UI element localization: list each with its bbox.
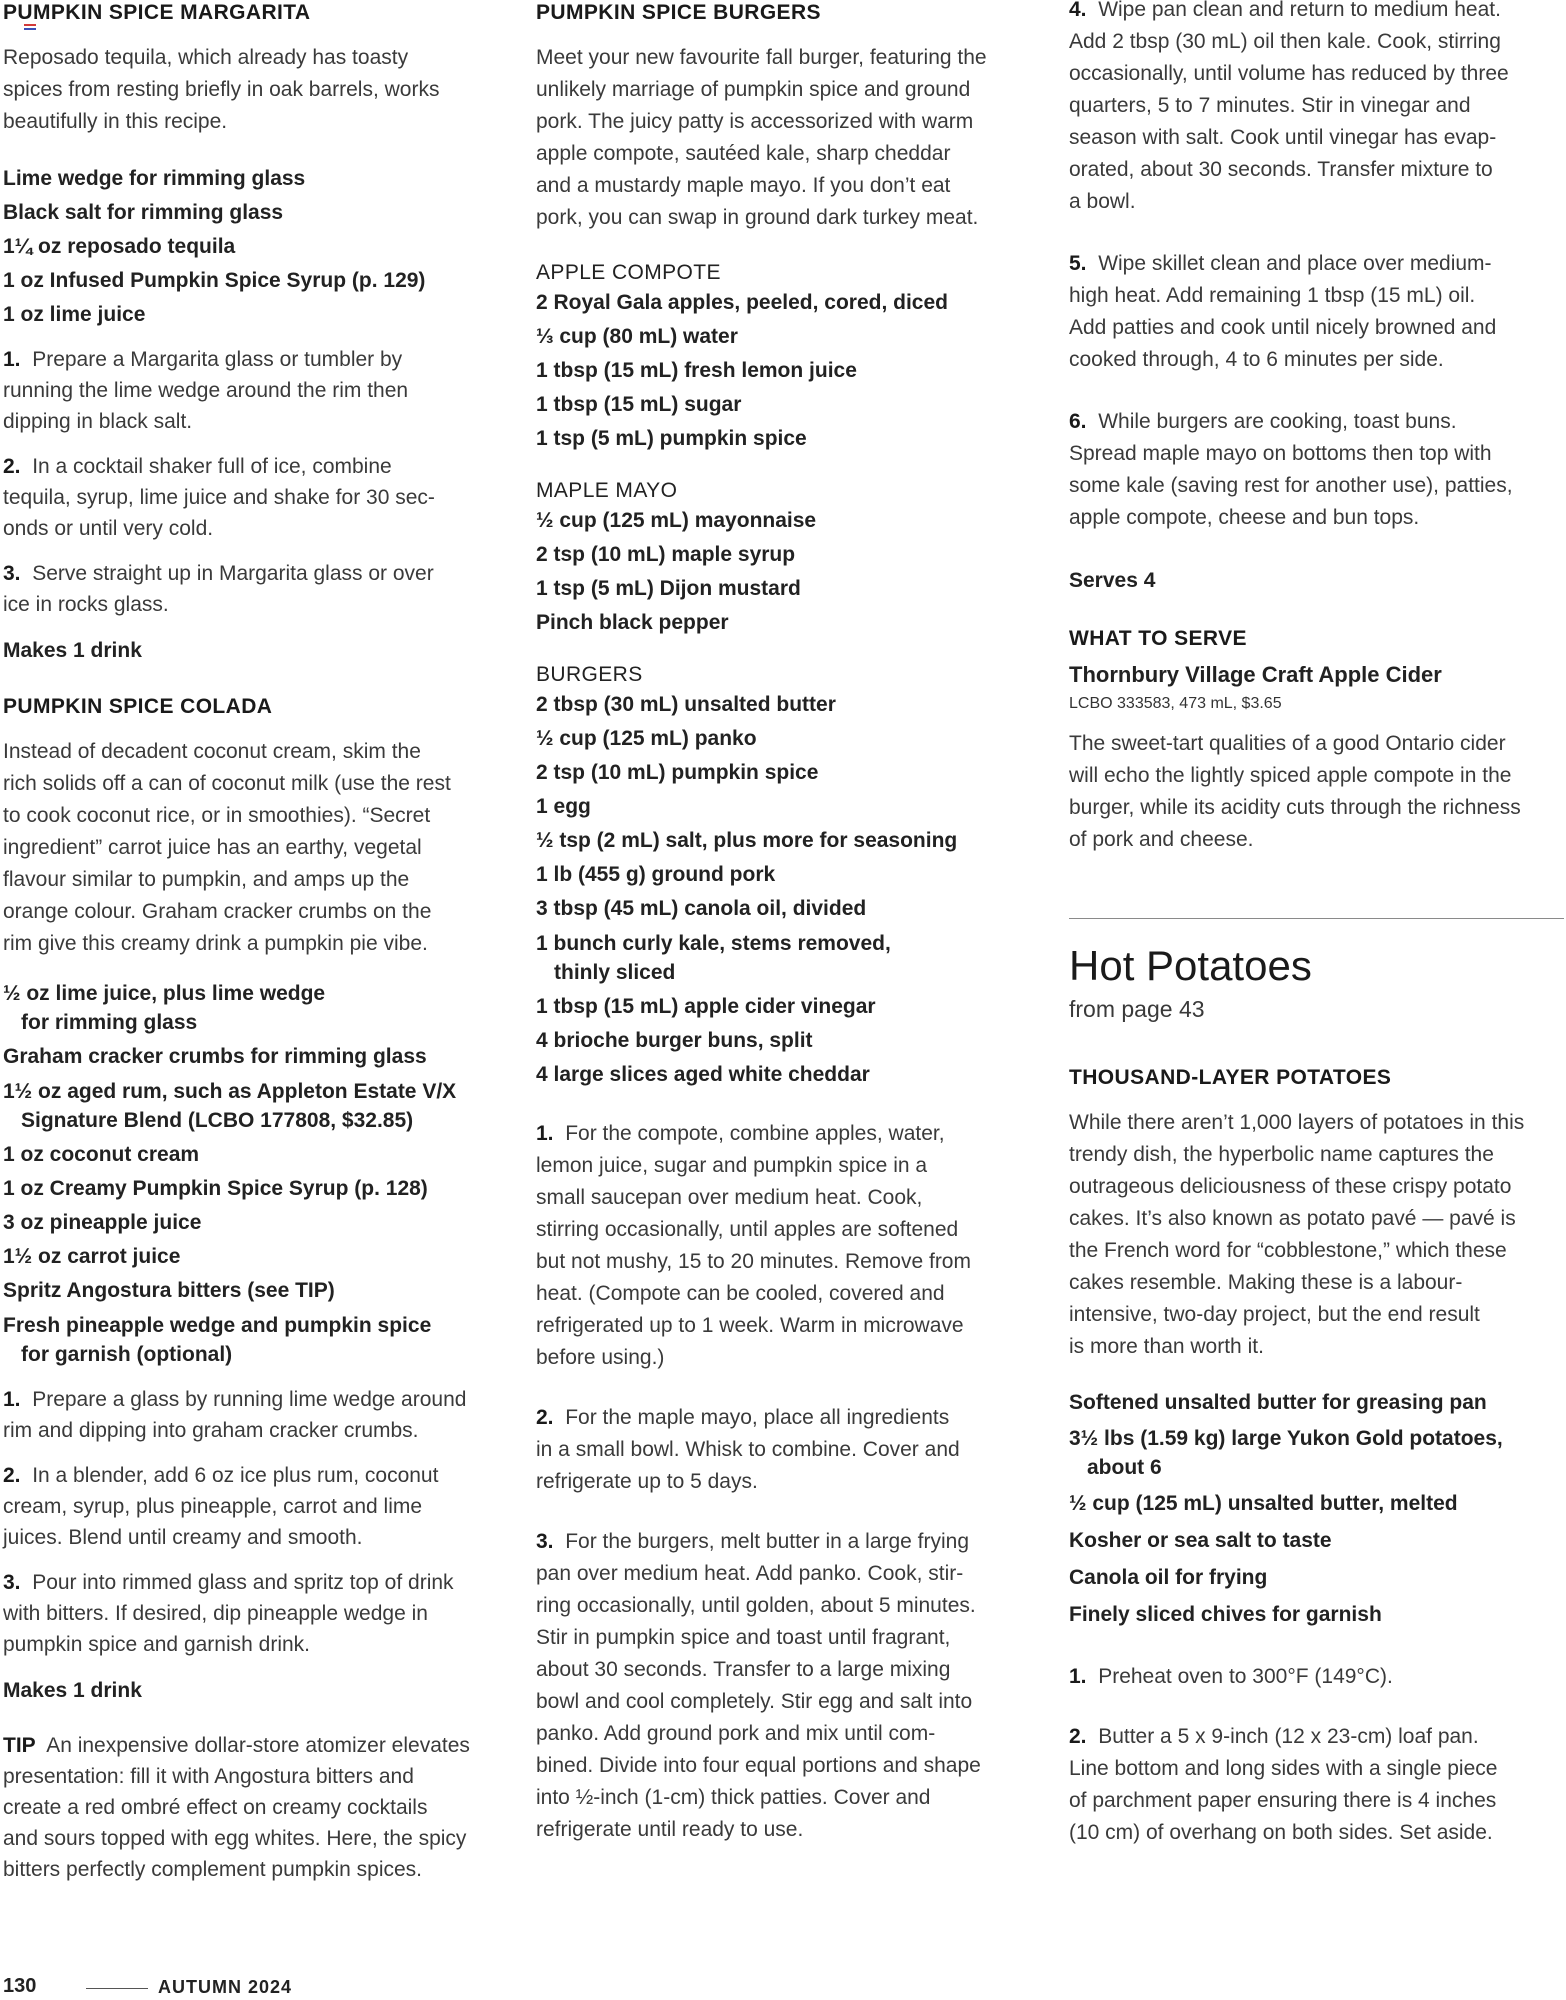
ingredient-list [3,979,493,1369]
step: 4. Wipe pan clean and return to medium heat. Add 2 tbsp (30 mL) oil then kale. Cook, stirring occasionally, until volume has reduced by three quarters, 5 to 7 minutes. Stir in vinegar and season with salt. Cook until vinegar has evap- orated, about 30 seconds. Transfer mixture to a bowl. [1069,0,1509,213]
ingredient: 1 tsp (5 mL) Dijon mustard [536,577,801,600]
column-middle [536,0,1036,1846]
ingredient: 1 tbsp (15 mL) apple cider vinegar [536,995,876,1018]
ingredient: 1 tbsp (15 mL) fresh lemon juice [536,359,857,382]
ingredient: 1½ oz carrot juice [3,1245,181,1268]
ingredient-list [536,504,1036,640]
ingredient: 1 egg [536,795,591,818]
recipe-yield: Makes 1 drink [3,1679,142,1702]
ingredient: Finely sliced chives for garnish [1069,1603,1382,1626]
page-number: 130 [3,1975,37,1997]
step-list [3,344,493,620]
ingredient: Pinch black pepper [536,611,729,634]
step-list [536,1118,1036,1846]
step: 2. Butter a 5 x 9-inch (12 x 23-cm) loaf pan. Line bottom and long sides with a single piece of parchment paper ensuring there is 4 inches (10 cm) of overhang on both sides. Set aside. [1069,1725,1498,1844]
section-subtitle: from page 43 [1069,996,1205,1022]
ingredient-list [536,688,1036,1092]
ingredient: ½ tsp (2 mL) salt, plus more for seasoning [536,829,958,852]
serve-info: LCBO 333583, 473 mL, $3.65 [1069,695,1282,712]
step: 1. Prepare a glass by running lime wedge around rim and dipping into graham cracker crumbs. [3,1388,467,1442]
step: 3. For the burgers, melt butter in a large frying pan over medium heat. Add panko. Cook, stir- ring occasionally, until golden, about 5 minutes. Stir in pumpkin spice and toast until fragrant, about 30 seconds. Transfer to a large mixing bowl and cool completely. Stir egg and salt into panko. Add ground pork and mix until com- bined. Divide into four equal portions and shape into ½-inch (1-cm) thick patties. Cover and refrigerate until ready to use. [536,1530,981,1841]
step: 1. Prepare a Margarita glass or tumbler by running the lime wedge around the rim then dipping in black salt. [3,348,409,433]
issue-label: AUTUMN 2024 [158,1977,293,1997]
step: 2. For the maple mayo, place all ingredients in a small bowl. Whisk to combine. Cover and refrigerate up to 5 days. [536,1406,960,1493]
ingredient: ½ cup (125 mL) mayonnaise [536,509,817,532]
recipe-heading: PUMPKIN SPICE MARGARITA [3,1,311,24]
ingredient: ½ oz lime juice, plus lime wedge for rimming glass [3,982,326,1034]
subsection-heading: BURGERS [536,663,643,686]
step: 2. In a cocktail shaker full of ice, combine tequila, syrup, lime juice and shake for 30 sec- onds or until very cold. [3,455,435,540]
step: 6. While burgers are cooking, toast buns. Spread maple mayo on bottoms then top with some kale (saving rest for another use), patties, apple compote, cheese and bun tops. [1069,410,1513,529]
ingredient: 1 tbsp (15 mL) sugar [536,393,742,416]
ingredient: Spritz Angostura bitters (see TIP) [3,1279,335,1302]
serve-description: The sweet-tart qualities of a good Ontario cider will echo the lightly spiced apple compote in the burger, while its acidity cuts through the richness of pork and cheese. [1069,732,1521,851]
ingredient: 1 oz lime juice [3,303,146,326]
ingredient: 2 tbsp (30 mL) unsalted butter [536,693,836,716]
step: 1. For the compote, combine apples, water, lemon juice, sugar and pumpkin spice in a small saucepan over medium heat. Cook, stirring occasionally, until apples are softened but not mushy, 15 to 20 minutes. Remove from heat. (Compote can be cooled, covered and refrigerated up to 1 week. Warm in microwave before using.) [536,1122,971,1369]
ingredient-list [3,162,493,332]
recipe-heading: PUMPKIN SPICE BURGERS [536,1,821,24]
section-title: Hot Potatoes [1069,942,1312,989]
tip-block: TIP An inexpensive dollar-store atomizer elevates presentation: fill it with Angostura bitters and create a red ombré effect on creamy cocktails and sours topped with egg whites. Here, the spicy bitters perfectly complement pumpkin spices. [3,1734,470,1881]
recipe-yield: Serves 4 [1069,569,1156,592]
ingredient: 2 tsp (10 mL) maple syrup [536,543,796,566]
ingredient: ⅓ cup (80 mL) water [536,325,738,348]
ingredient: 3½ lbs (1.59 kg) large Yukon Gold potatoes, about 6 [1069,1427,1503,1479]
tip-label: TIP [3,1734,36,1757]
step: 5. Wipe skillet clean and place over medium- high heat. Add remaining 1 tbsp (15 mL) oil. Add patties and cook until nicely browned and cooked through, 4 to 6 minutes per side. [1069,252,1497,371]
recipe-intro: Meet your new favourite fall burger, featuring the unlikely marriage of pumpkin spice and ground pork. The juicy patty is accessorized with warm apple compote, sautéed kale, sharp cheddar and a mustardy maple mayo. If you don’t eat pork, you can swap in ground dark turkey meat. [536,46,987,229]
ingredient: Kosher or sea salt to taste [1069,1529,1332,1552]
ingredient: Canola oil for frying [1069,1566,1268,1589]
ingredient: Black salt for rimming glass [3,201,284,224]
ingredient: 1¼ oz reposado tequila [3,235,236,258]
recipe-yield: Makes 1 drink [3,639,142,662]
ingredient: 2 Royal Gala apples, peeled, cored, diced [536,291,948,314]
step: 3. Serve straight up in Margarita glass or over ice in rocks glass. [3,562,434,616]
footer-divider [86,1988,148,1989]
step: 3. Pour into rimmed glass and spritz top of drink with bitters. If desired, dip pineapple wedge in pumpkin spice and garnish drink. [3,1571,454,1656]
subsection-heading: MAPLE MAYO [536,479,678,502]
ingredient: 2 tsp (10 mL) pumpkin spice [536,761,819,784]
ingredient: Softened unsalted butter for greasing pan [1069,1391,1487,1414]
column-left [3,0,493,1885]
ingredient: 4 large slices aged white cheddar [536,1063,870,1086]
recipe-intro: While there aren’t 1,000 layers of potatoes in this trendy dish, the hyperbolic name captures the outrageous deliciousness of these crispy potato cakes. It’s also known as potato pavé — pavé is the French word for “cobblestone,” which these cakes resemble. Making these is a labour- intensive, two-day project, but the end result is more than worth it. [1069,1111,1525,1358]
ingredient: 1½ oz aged rum, such as Appleton Estate V/X Signature Blend (LCBO 177808, $32.85) [3,1080,457,1132]
step-list [1069,1661,1564,1849]
ingredient: 1 lb (455 g) ground pork [536,863,776,886]
recipe-heading: PUMPKIN SPICE COLADA [3,695,273,718]
step: 1. Preheat oven to 300°F (149°C). [1069,1665,1393,1688]
serve-name: Thornbury Village Craft Apple Cider [1069,662,1442,687]
ingredient: ½ cup (125 mL) panko [536,727,757,750]
step-list [3,1384,493,1660]
ingredient-list [536,286,1036,456]
ingredient: 1 bunch curly kale, stems removed, thinly sliced [536,932,891,984]
ingredient: Graham cracker crumbs for rimming glass [3,1045,427,1068]
ingredient: 1 oz Creamy Pumpkin Spice Syrup (p. 128) [3,1177,428,1200]
subsection-heading: APPLE COMPOTE [536,261,721,284]
ingredient: 1 tsp (5 mL) pumpkin spice [536,427,807,450]
recipe-heading: THOUSAND-LAYER POTATOES [1069,1066,1392,1089]
step: 2. In a blender, add 6 oz ice plus rum, coconut cream, syrup, plus pineapple, carrot and lime juices. Blend until creamy and smooth. [3,1464,439,1549]
step-list [1069,0,1564,534]
recipe-intro: Reposado tequila, which already has toasty spices from resting briefly in oak barrels, works beautifully in this recipe. [3,46,440,133]
ingredient: Lime wedge for rimming glass [3,167,306,190]
ingredient: Fresh pineapple wedge and pumpkin spice for garnish (optional) [3,1314,432,1366]
ingredient: 3 tbsp (45 mL) canola oil, divided [536,897,867,920]
ingredient: ½ cup (125 mL) unsalted butter, melted [1069,1492,1458,1515]
ingredient: 1 oz Infused Pumpkin Spice Syrup (p. 129) [3,269,426,292]
column-right [1069,0,1564,1849]
recipe-intro: Instead of decadent coconut cream, skim the rich solids off a can of coconut milk (use the rest to cook coconut rice, or in smoothies). “Secret ingredient” carrot juice has an earthy, vegetal flavour similar to pumpkin, and amps up the orange colour. Graham cracker crumbs on the rim give this creamy drink a pumpkin pie vibe. [3,740,451,955]
ingredient: 3 oz pineapple juice [3,1211,202,1234]
ingredient: 1 oz coconut cream [3,1143,200,1166]
ingredient-list [1069,1385,1564,1633]
what-to-serve-heading: WHAT TO SERVE [1069,627,1247,650]
ingredient: 4 brioche burger buns, split [536,1029,813,1052]
